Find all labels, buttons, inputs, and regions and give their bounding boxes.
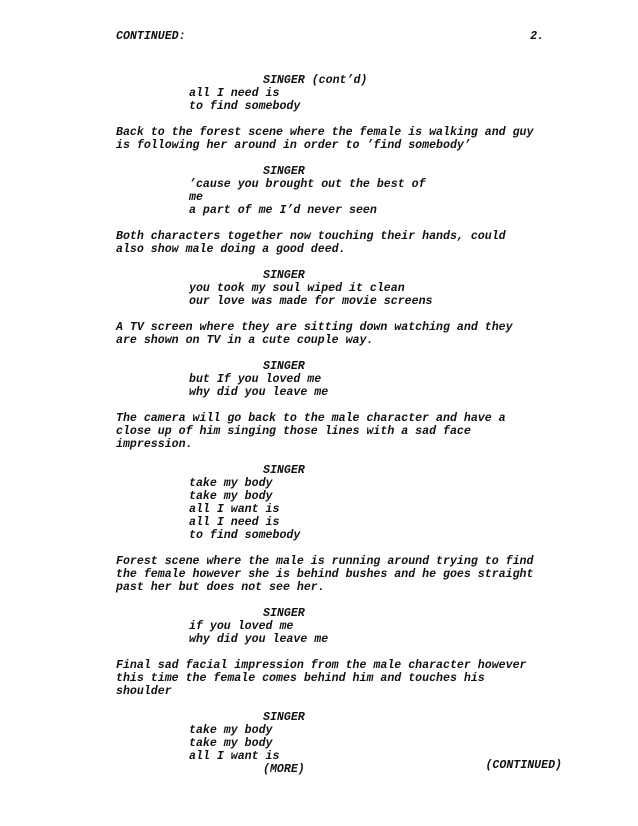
action-line: the female however she is behind bushes and he goes straight xyxy=(116,568,534,581)
character-name: SINGER xyxy=(263,464,305,477)
dialogue-line: all I need is xyxy=(189,87,280,100)
action-block xyxy=(116,659,576,698)
action-line: Back to the forest scene where the female is walking and guy xyxy=(116,126,534,139)
dialogue-block xyxy=(116,165,576,217)
dialogue-block xyxy=(116,607,576,646)
action-line: impression. xyxy=(116,438,193,451)
action-line: this time the female comes behind him and touches his xyxy=(116,672,485,685)
dialogue-line: me xyxy=(189,191,203,204)
dialogue-line: take my body xyxy=(189,724,273,737)
script-body xyxy=(116,74,576,789)
action-line: are shown on TV in a cute couple way. xyxy=(116,334,374,347)
dialogue-line: all I want is xyxy=(189,750,280,763)
action-line: A TV screen where they are sitting down watching and they xyxy=(116,321,513,334)
action-line: also show male doing a good deed. xyxy=(116,243,346,256)
dialogue-block xyxy=(116,464,576,542)
action-block xyxy=(116,412,576,451)
action-line: Final sad facial impression from the male character however xyxy=(116,659,527,672)
dialogue-block xyxy=(116,74,576,113)
action-block xyxy=(116,555,576,594)
dialogue-line: if you loved me xyxy=(189,620,294,633)
dialogue-line: take my body xyxy=(189,737,273,750)
action-line: The camera will go back to the male character and have a xyxy=(116,412,506,425)
dialogue-line: take my body xyxy=(189,490,273,503)
dialogue-line: our love was made for movie screens xyxy=(189,295,433,308)
dialogue-line: ’cause you brought out the best of xyxy=(189,178,426,191)
character-name: SINGER xyxy=(263,269,305,282)
action-line: past her but does not see her. xyxy=(116,581,325,594)
action-line: is following her around in order to ’find somebody’ xyxy=(116,139,471,152)
action-block xyxy=(116,321,576,347)
action-line: Both characters together now touching their hands, could xyxy=(116,230,506,243)
dialogue-block xyxy=(116,269,576,308)
dialogue-line: to find somebody xyxy=(189,100,301,113)
character-name: SINGER xyxy=(263,165,305,178)
character-name: SINGER xyxy=(263,711,305,724)
dialogue-line: you took my soul wiped it clean xyxy=(189,282,405,295)
action-line: close up of him singing those lines with a sad face xyxy=(116,425,471,438)
continued-footer: (CONTINUED) xyxy=(485,759,562,772)
action-line: Forest scene where the male is running around trying to find xyxy=(116,555,534,568)
character-name: SINGER xyxy=(263,360,305,373)
dialogue-line: why did you leave me xyxy=(189,386,329,399)
page-number: 2. xyxy=(530,30,544,43)
dialogue-line: all I want is xyxy=(189,503,280,516)
character-name: SINGER (cont’d) xyxy=(263,74,368,87)
character-name: SINGER xyxy=(263,607,305,620)
action-block xyxy=(116,230,576,256)
dialogue-line: a part of me I’d never seen xyxy=(189,204,377,217)
dialogue-line: take my body xyxy=(189,477,273,490)
action-line: shoulder xyxy=(116,685,172,698)
action-block xyxy=(116,126,576,152)
dialogue-block xyxy=(116,360,576,399)
continued-header: CONTINUED: xyxy=(116,30,186,43)
dialogue-line: but If you loved me xyxy=(189,373,322,386)
dialogue-line: why did you leave me xyxy=(189,633,329,646)
dialogue-line: all I need is xyxy=(189,516,280,529)
more-indicator: (MORE) xyxy=(263,763,305,776)
dialogue-line: to find somebody xyxy=(189,529,301,542)
